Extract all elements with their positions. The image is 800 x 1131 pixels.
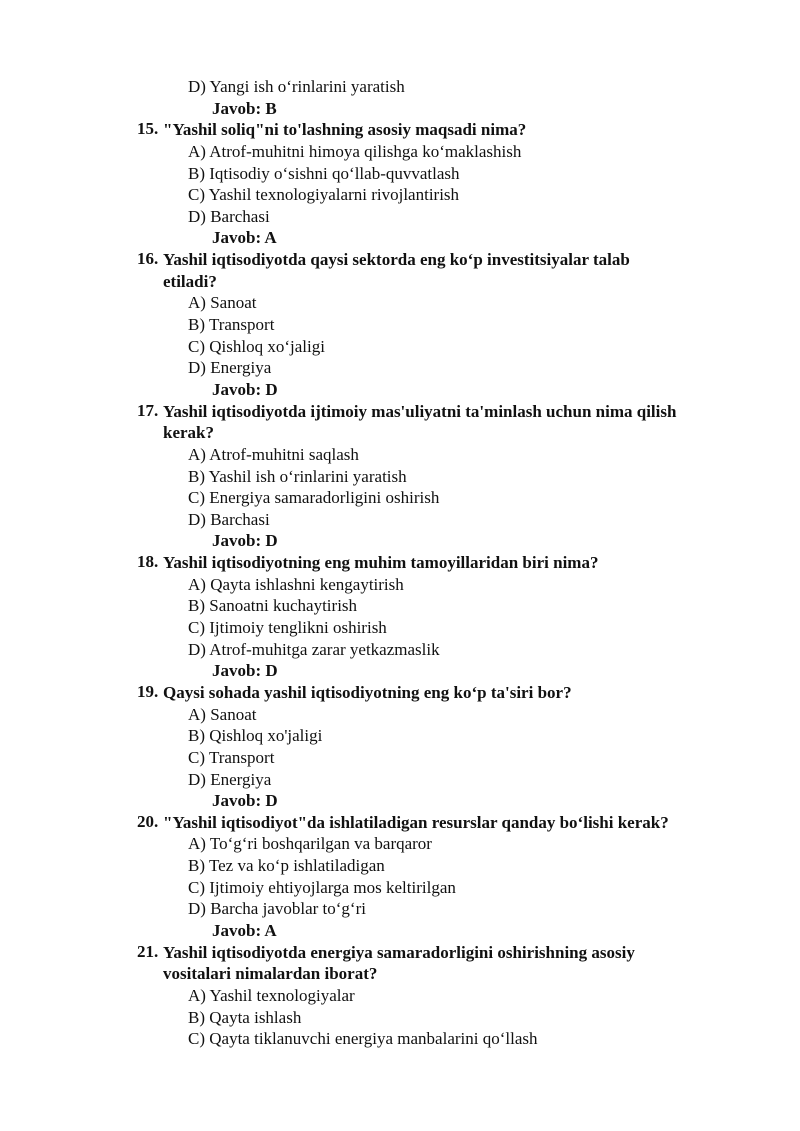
question-text-line: Qaysi sohada yashil iqtisodiyotning eng koʻp ta'siri bor? — [163, 682, 572, 702]
question-heading — [0, 552, 800, 574]
answer-key: Javob: D — [212, 379, 278, 399]
answer-option: C) Transport — [188, 747, 275, 767]
question-block — [0, 942, 800, 1050]
question-heading — [0, 812, 800, 834]
question-heading — [0, 682, 800, 704]
question-text-line: Yashil iqtisodiyotning eng muhim tamoyillaridan biri nima? — [163, 553, 599, 573]
answer-key: Javob: D — [212, 791, 278, 811]
question-text-line: Yashil iqtisodiyotda ijtimoiy mas'uliyatni ta'minlash uchun nima qilish — [163, 401, 677, 421]
answer-key: Javob: B — [212, 98, 277, 118]
question-text — [0, 552, 800, 574]
question-text — [0, 401, 800, 444]
question-text — [0, 812, 800, 834]
question-text — [0, 682, 800, 704]
question-block — [0, 119, 800, 249]
answer-option: B) Yashil ish oʻrinlarini yaratish — [188, 466, 407, 486]
answer-option: B) Tez va koʻp ishlatiladigan — [188, 856, 385, 876]
answer-option: A) Atrof-muhitni saqlash — [188, 444, 359, 464]
question-block — [0, 812, 800, 942]
answer-key: Javob: D — [212, 661, 278, 681]
question-text — [0, 249, 800, 292]
answer-key: Javob: A — [212, 228, 277, 248]
question-text-line: vositalari nimalardan iborat? — [163, 964, 378, 984]
answer-option: A) Sanoat — [188, 704, 257, 724]
answer-option: C) Yashil texnologiyalarni rivojlantirish — [188, 185, 460, 205]
question-heading — [0, 249, 800, 292]
question-text-line: etiladi? — [163, 271, 217, 291]
answer-option: A) Yashil texnologiyalar — [188, 985, 355, 1005]
answer-option: D) Energiya — [188, 358, 272, 378]
answer-option: A) Sanoat — [188, 293, 257, 313]
answer-option: B) Qayta ishlash — [188, 1007, 302, 1027]
answer-key: Javob: D — [212, 531, 278, 551]
question-text — [0, 119, 800, 141]
answer-option: D) Atrof-muhitga zarar yetkazmaslik — [188, 639, 440, 659]
question-block — [0, 552, 800, 682]
question-number: 18. — [137, 552, 159, 572]
answer-key: Javob: A — [212, 920, 277, 940]
question-number: 21. — [137, 941, 159, 961]
answer-option: D) Yangi ish oʻrinlarini yaratish — [188, 77, 405, 96]
question-number: 20. — [137, 811, 159, 831]
answer-option: D) Barchasi — [188, 206, 270, 226]
answer-option: B) Qishloq xo'jaligi — [188, 726, 323, 746]
question-block — [0, 682, 800, 812]
question-text-line: "Yashil soliq"ni to'lashning asosiy maqsadi nima? — [163, 120, 527, 140]
question-number: 16. — [137, 249, 159, 269]
question-number: 19. — [137, 681, 159, 701]
answer-option: B) Transport — [188, 315, 275, 335]
answer-option: C) Qayta tiklanuvchi energiya manbalarini qoʻllash — [188, 1029, 538, 1049]
answer-option: D) Barcha javoblar toʻgʻri — [188, 899, 366, 919]
answer-option: C) Ijtimoiy tenglikni oshirish — [188, 618, 387, 638]
question-heading — [0, 942, 800, 985]
answer-option: B) Sanoatni kuchaytirish — [188, 596, 358, 616]
answer-option: C) Energiya samaradorligini oshirish — [188, 488, 440, 508]
answer-option: C) Qishloq xoʻjaligi — [188, 336, 325, 356]
question-number: 17. — [137, 400, 159, 420]
question-heading — [0, 119, 800, 141]
quiz-content — [0, 76, 800, 1050]
question-number: 15. — [137, 119, 159, 139]
question-text-line: Yashil iqtisodiyotda energiya samaradorligini oshirishning asosiy — [163, 942, 635, 962]
question-text-line: kerak? — [163, 423, 214, 443]
answer-option: A) Qayta ishlashni kengaytirish — [188, 574, 404, 594]
question-block — [0, 401, 800, 552]
question-text — [0, 942, 800, 985]
answer-option: A) Atrof-muhitni himoya qilishga koʻmaklashish — [188, 141, 522, 161]
answer-option: B) Iqtisodiy oʻsishni qoʻllab-quvvatlash — [188, 163, 460, 183]
question-block — [0, 249, 800, 400]
answer-option: A) Toʻgʻri boshqarilgan va barqaror — [188, 834, 432, 854]
question-text-line: Yashil iqtisodiyotda qaysi sektorda eng koʻp investitsiyalar talab — [163, 250, 630, 270]
answer-option: C) Ijtimoiy ehtiyojlarga mos keltirilgan — [188, 877, 456, 897]
question-text-line: "Yashil iqtisodiyot"da ishlatiladigan resurslar qanday boʻlishi kerak? — [163, 812, 669, 832]
answer-option: D) Barchasi — [188, 509, 270, 529]
answer-option: D) Energiya — [188, 769, 272, 789]
question-heading — [0, 401, 800, 444]
